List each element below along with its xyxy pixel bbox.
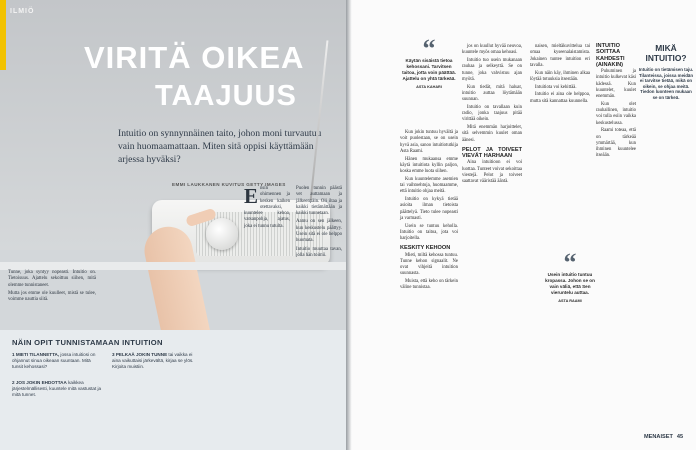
paragraph: Intuitio tuo usein mukanaan rauhaa ja selkeyttä. Se on tunne, joka vahvistuu ajan myötä. — [462, 58, 522, 82]
tip-text: kaikkea järjestelmällisesti, kuuntele mitä vastustat ja mitä tunnet. — [12, 380, 102, 397]
sidebar-text: Intuitio on tietämisen taju. Tilanteissa, joissa meidän ei tarvitse tietää, mikä on oikein, se ohjaa meitä. Tiedon luonteen mukaan se on tärkeä. — [638, 67, 694, 100]
paragraph: Mieti, miltä kehossa tuntuu. Tunne kehon signaalit. Ne ovat vihjeitä intuition suunnasta. — [400, 252, 458, 277]
paragraph: Usein se tuntuu keholla. Intuitio on taitoa, jota voi harjoitella. — [400, 223, 458, 241]
subheading: INTUITIO SOITTAA KAHDESTI (AINAKIN) — [596, 43, 625, 68]
headline-line-1: VIRITÄ OIKEA — [84, 40, 305, 75]
tip-text: jossa intuitiosi on ohjannut sinua oikeaan suuntaan. Mitä tunsit kehossasi? — [12, 352, 96, 369]
paragraph: Kun kuuntelemme asemien tai vaihtoehtoja, huomaamme, että intuitio ohjaa meitä. — [400, 176, 458, 195]
paragraph: Kun näin käy, ihminen alkaa löytää totuuksia itsestään. — [530, 70, 590, 82]
paragraph: Intuitio on tavallaan kuin radio, jonka taajuus pitää virittää oikein. — [462, 104, 522, 123]
tip-title: 2 JOS JOKIN EHDOTTAA — [12, 380, 67, 385]
paragraph: Aamu on sen jälkeen, kun keskustelu päättyy. Usein sitä ei ole helppo huomata. — [296, 219, 342, 244]
paragraph: Puhuminen ja intuitio kulkevat käsi kädessä. Kun kuuntelet, kuulet enemmän. — [596, 69, 636, 99]
tip-title: 1 MIETI TILANNETTA, — [12, 352, 60, 357]
byline: EMMI LAUKKANEN KUVITUS GETTY IMAGES — [172, 182, 286, 187]
shelf — [0, 262, 346, 270]
paragraph: Mitä enemmän harjoittelet, sitä selvemmin kuulet oman äänesi. — [462, 125, 522, 143]
paragraph: Raami toteaa, että on tärkeää ymmärtää, kun ihminen kuuntelee itseään. — [596, 128, 636, 159]
magazine-name: MENAISET — [644, 434, 673, 440]
paragraph: Puolen tunnin päästä vet auttamaan ja jälkeenpäin. Oli iltaa ja kaikki tietämättään ja kaikki tunnetaan. — [296, 186, 342, 217]
pull-quote-caption: ASTA RAAMI — [558, 299, 582, 303]
quote-mark-icon: “ — [563, 248, 577, 277]
tip-2 — [12, 380, 102, 398]
body-column-a — [400, 130, 458, 293]
pull-quote-caption: ASTA KAHARI — [416, 85, 442, 89]
tips-box-title: NÄIN OPIT TUNNISTAMAAN INTUITION — [12, 338, 163, 347]
page-footer — [640, 434, 683, 440]
pull-quote-1 — [402, 34, 456, 90]
radio-tuning-knob — [206, 218, 238, 250]
tip-title: 3 PELKAÄ JOKIN TUNNE — [112, 352, 168, 357]
paragraph: Intuitio ei aina ole helppoa, mutta sitä kannattaa kuunnella. — [530, 92, 590, 104]
paragraph: Tunne, joka syntyy nopeasti. Intuitio on. Tietoisuus. Ajattelu sekoittuu siihen, mitä olemme tunnistaneet. — [8, 270, 96, 288]
paragraph: naisen, mieltäkuvittelua tai omaa kyseenalaistamista. Jokainen tuntee intuition eri tavalla. — [530, 44, 590, 68]
subheading: PELOT JA TOIVEET VIEVÄT HARHAAN — [462, 146, 522, 159]
paragraph: Muista, että keho on tärkein väline tunnistaa. — [400, 279, 458, 291]
body-column-c — [530, 44, 590, 106]
drop-cap: E — [244, 184, 259, 208]
paragraph: Kun olet rauhallinen, intuitio voi tulla esiin vaikka keskustelussa. — [596, 101, 636, 126]
paragraph: Intuitio on kykyä tietää asioita ilman tietoista päättelyä. Tieto tulee nopeasti ja varmasti. — [400, 197, 458, 221]
left-page — [0, 0, 346, 450]
paragraph: Aina intuitioon ei voi luottaa. Tunteet voivat sekoittaa viestejä. Pelot ja toiveet saattavat vääristää ääntä. — [462, 160, 522, 184]
section-label: ILMIÖ — [10, 8, 35, 15]
pull-quote-2 — [540, 248, 600, 304]
quote-mark-icon: “ — [422, 34, 436, 63]
subheading: KESKITY KEHOON — [400, 245, 451, 252]
paragraph: Hänen mukaansa emme käytä intuitiota kyllin paljon, koska emme luota siihen. — [400, 156, 458, 174]
paragraph: Kun jokin tuntuu hyvältä ja voit puolestaan, se on usein hyvä asia, sanoo intuitiotutkija Asta Raami. — [400, 130, 458, 154]
body-column-2 — [296, 186, 342, 261]
page-number: 45 — [676, 434, 684, 440]
body-column-b — [462, 44, 522, 187]
accent-bar — [0, 0, 6, 70]
paragraph: Mutta jos emme ole kuulleet, mistä se tulee, voimme nauttia siitä. — [8, 290, 96, 303]
paragraph: Intuitio muuttaa tavan, jolla hän toimii. — [296, 246, 342, 258]
pull-quote-text: Käytän sisäistä tietoa kehossani. Tarvitsen taitoa, jotta voin päättää. Ajattelu on yhtä tärkeää. — [402, 58, 456, 81]
tip-3 — [112, 352, 202, 370]
paragraph: Intuitiota voi kehittää. — [535, 84, 577, 90]
paragraph: jos on kuullut hyvää neuvoa, kuuntele myös omaa kehoasi. — [462, 44, 522, 56]
tip-text: tai vaikka ei aina vaikuttaisi järkevältä, kirjaa se ylös. Kirjoita muistiin. — [112, 352, 194, 369]
sidebar-box — [638, 44, 694, 194]
paragraph: Kun tiedät, mitä haluat, intuitio auttaa löytämään suunnan. — [462, 84, 522, 102]
paragraph: nsin ohimennen ja kesken kaiken otettavaksi, kuuntelee kehoa, vatsanpohja, ajatus, joka ei tunnu tutulta. — [244, 186, 290, 229]
ingress-text: Intuitio on synnynnäinen taito, johon moni turvautuu vain huomaamattaan. Miten sitä oppisi käyttämään arjessa hyväksi? — [118, 128, 322, 165]
body-column-d — [596, 40, 636, 161]
tip-1 — [12, 352, 102, 370]
body-column-1 — [244, 186, 290, 232]
pull-quote-text: Usein intuitio tuntuu kropassa. Johon se on vain väliä, että Sen vieruntelu auttaa. — [545, 272, 595, 295]
sidebar-title: MIKÄ INTUITIO? — [645, 43, 687, 63]
body-column-1b — [8, 270, 96, 305]
headline-line-2: TAAJUUS — [155, 80, 297, 112]
